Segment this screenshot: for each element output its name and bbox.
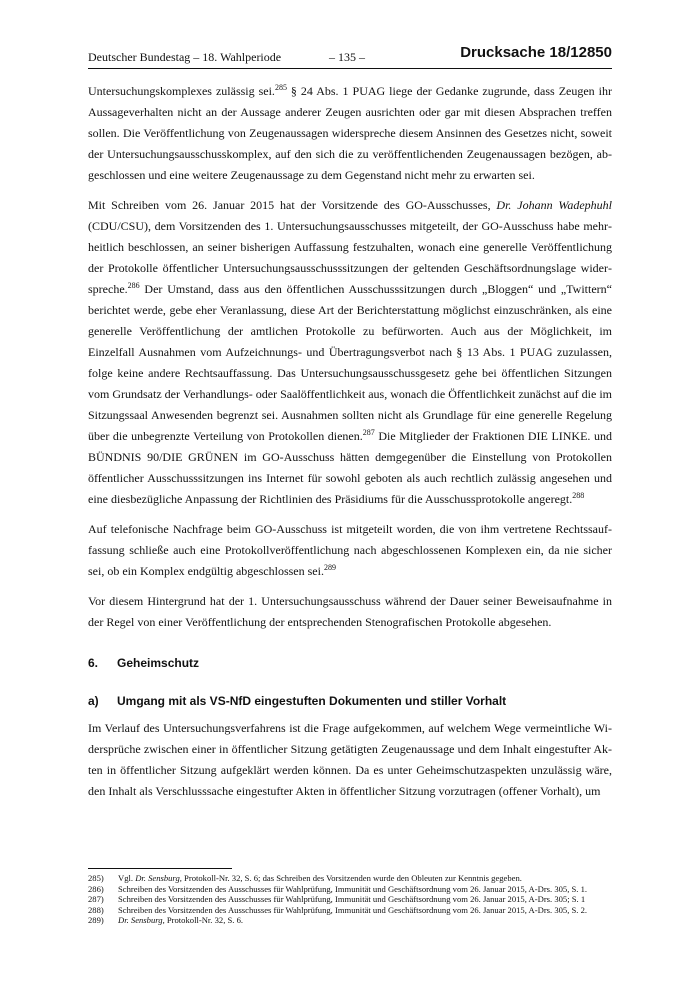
section-heading-6: 6. Geheimschutz <box>88 656 200 670</box>
header-parliament: Deutscher Bundestag – 18. Wahlperiode <box>88 50 282 64</box>
footnote-divider <box>88 868 232 869</box>
footnote-287: 287) Schreiben des Vorsitzenden des Ausschusses für Wahlprüfung, Immunität und Geschäftsordnung vom 26. Januar 2015, A-Drs. 305; S. 1 <box>88 894 586 905</box>
header-divider <box>88 68 612 69</box>
footnote-289: 289) Dr. Sensburg, Protokoll-Nr. 32, S. 6. <box>88 915 244 926</box>
paragraph-3: Auf telefonische Nachfrage beim GO-Ausschuss ist mitgeteilt worden, die von ihm vertretene Rechtssauffassung schließe auch eine Protokollveröffentlichung nach abgeschlossenen Komplexen ein, da nie sicher sei, ob ein Komplex endgültig abgeschlossen sei.$^{289}$ <box>88 522 612 578</box>
document-number <box>460 44 612 61</box>
footnote-286: 286) Schreiben des Vorsitzenden des Ausschusses für Wahlprüfung, Immunität und Geschäftsordnung vom 26. Januar 2015, A-Drs. 305, S. 1. <box>88 883 588 894</box>
footnote-285: 285) Vgl. Dr. Sensburg, Protokoll-Nr. 32, S. 6; das Schreiben des Vorsitzenden wurde den Obleuten zur Kenntnis gegeben. <box>88 873 522 883</box>
paragraph-2: Mit Schreiben vom 26. Januar 2015 hat der Vorsitzende des GO-Ausschusses, Dr. Johann Wadephuhl (CDU/CSU), dem Vorsitzenden des 1. Untersuchungsausschusses mitgeteilt, der GO-Ausschuss habe mehrheitlich beschlossen, an seiner bisherigen Auffassung festzuhalten, wonach eine generelle Veröffentlichung der Protokolle öffentlicher Untersuchungsausschusssitzungen der geltenden Geschäftsordnungslage widerspreche.$^{286}$ Der Umstand, dass aus den öffentlichen Ausschusssitzungen durch „Bloggen“ und „Twittern“ berichtet werde, gebe eher Veranlassung, diese Art der Berichterstattung möglichst einzuschränken, als eine generelle Veröffentlichung der amtlichen Protokolle zu befürworten. Auch aus der Möglichkeit, im Einzelfall Ausnahmen vom Aufzeichnungs- und Übertragungsverbot nach § 13 Abs. 1 PUAG zuzulassen, folge keine andere Rechtsauffassung. Das Untersuchungsausschussgesetz gehe bei öffentlichen Sitzungen vom Grundsatz der Verhandlungs- oder Saalöffentlichkeit aus, wonach die Öffentlichkeit zunächst auf die im Sitzungssaal Anwesenden begrenzt sei. Ausnahmen sollten nicht als Grundlage für eine generelle Regelung über die unbegrenzte Verteilung von Protokollen dienen.$^{287}$ Die Mitglieder der Fraktionen DIE LINKE. und BÜNDNIS 90/DIE GRÜNEN im GO-Ausschuss hätten demgegenüber die Einstellung von Protokollen öffentlicher Ausschusssitzungen ins Internet für sowohl geboten als auch rechtlich zulässig angesehen und eine diesbezügliche Anpassung der Richtlinien des Präsidiums für die Ausschussprotokolle angeregt.$^{288}$ <box>88 198 612 506</box>
page-header <box>88 44 612 66</box>
footnote-ref-286: 286 <box>127 281 140 290</box>
footnote-ref-285: 285 <box>274 83 287 92</box>
footnote-ref-288: 288 <box>572 491 585 500</box>
paragraph-5: Im Verlauf des Untersuchungsverfahrens ist die Frage aufgekommen, auf welchem Wege vermeintliche Widersprüche zwischen einer in öffentlicher Sitzung getätigten Zeugenaussage und dem Inhalt eingestufter Akten in öffentlicher Sitzung aufgeklärt werden können. Da es unter Geheimschutzaspekten unzulässig wäre, den Inhalt als Verschlusssache eingestufter Akten in öffentlicher Sitzung vorzutragen (offener Vorhalt), um <box>88 721 612 798</box>
document-label: Drucksache <box>460 44 546 61</box>
footnote-288: 288) Schreiben des Vorsitzenden des Ausschusses für Wahlprüfung, Immunität und Geschäftsordnung vom 26. Januar 2015, A-Drs. 305, S. 2. <box>88 904 588 915</box>
paragraph-4: Vor diesem Hintergrund hat der 1. Untersuchungsausschuss während der Dauer seiner Beweisaufnahme in der Regel von einer Veröffentlichung der entsprechenden Stenografischen Protokolle abgesehen. <box>88 594 612 629</box>
subsection-heading-a: a) Umgang mit als VS-NfD eingestuften Dokumenten und stiller Vorhalt <box>88 694 507 708</box>
document-id: 18/12850 <box>549 44 612 61</box>
footnotes <box>88 873 612 926</box>
footnote-ref-289: 289 <box>323 563 336 572</box>
footnote-ref-287: 287 <box>362 428 375 437</box>
page <box>88 44 612 802</box>
page-number: – 135 – <box>329 50 365 64</box>
person-name: Dr. Johann Wadephuhl <box>496 198 612 212</box>
paragraph-1: Untersuchungskomplexes zulässig sei.$^{285}$ § 24 Abs. 1 PUAG liege der Gedanke zugrunde, dass Zeugen ihr Aussageverhalten nicht an der Aussage anderer Zeugen ausrichten oder gar mit diesen Absprachen treffen sollen. Die Veröffentlichung von Zeugenaussagen widerspreche diesem Ansinnen des Gesetzes nicht, soweit der Untersuchungsausschusskomplex, auf den sich die zu veröffentlichenden Zeugenaussagen bezögen, abgeschlossen und eine weitere Zeugenaussage zu dem Gegenstand nicht mehr zu erwarten sei. <box>88 83 612 182</box>
